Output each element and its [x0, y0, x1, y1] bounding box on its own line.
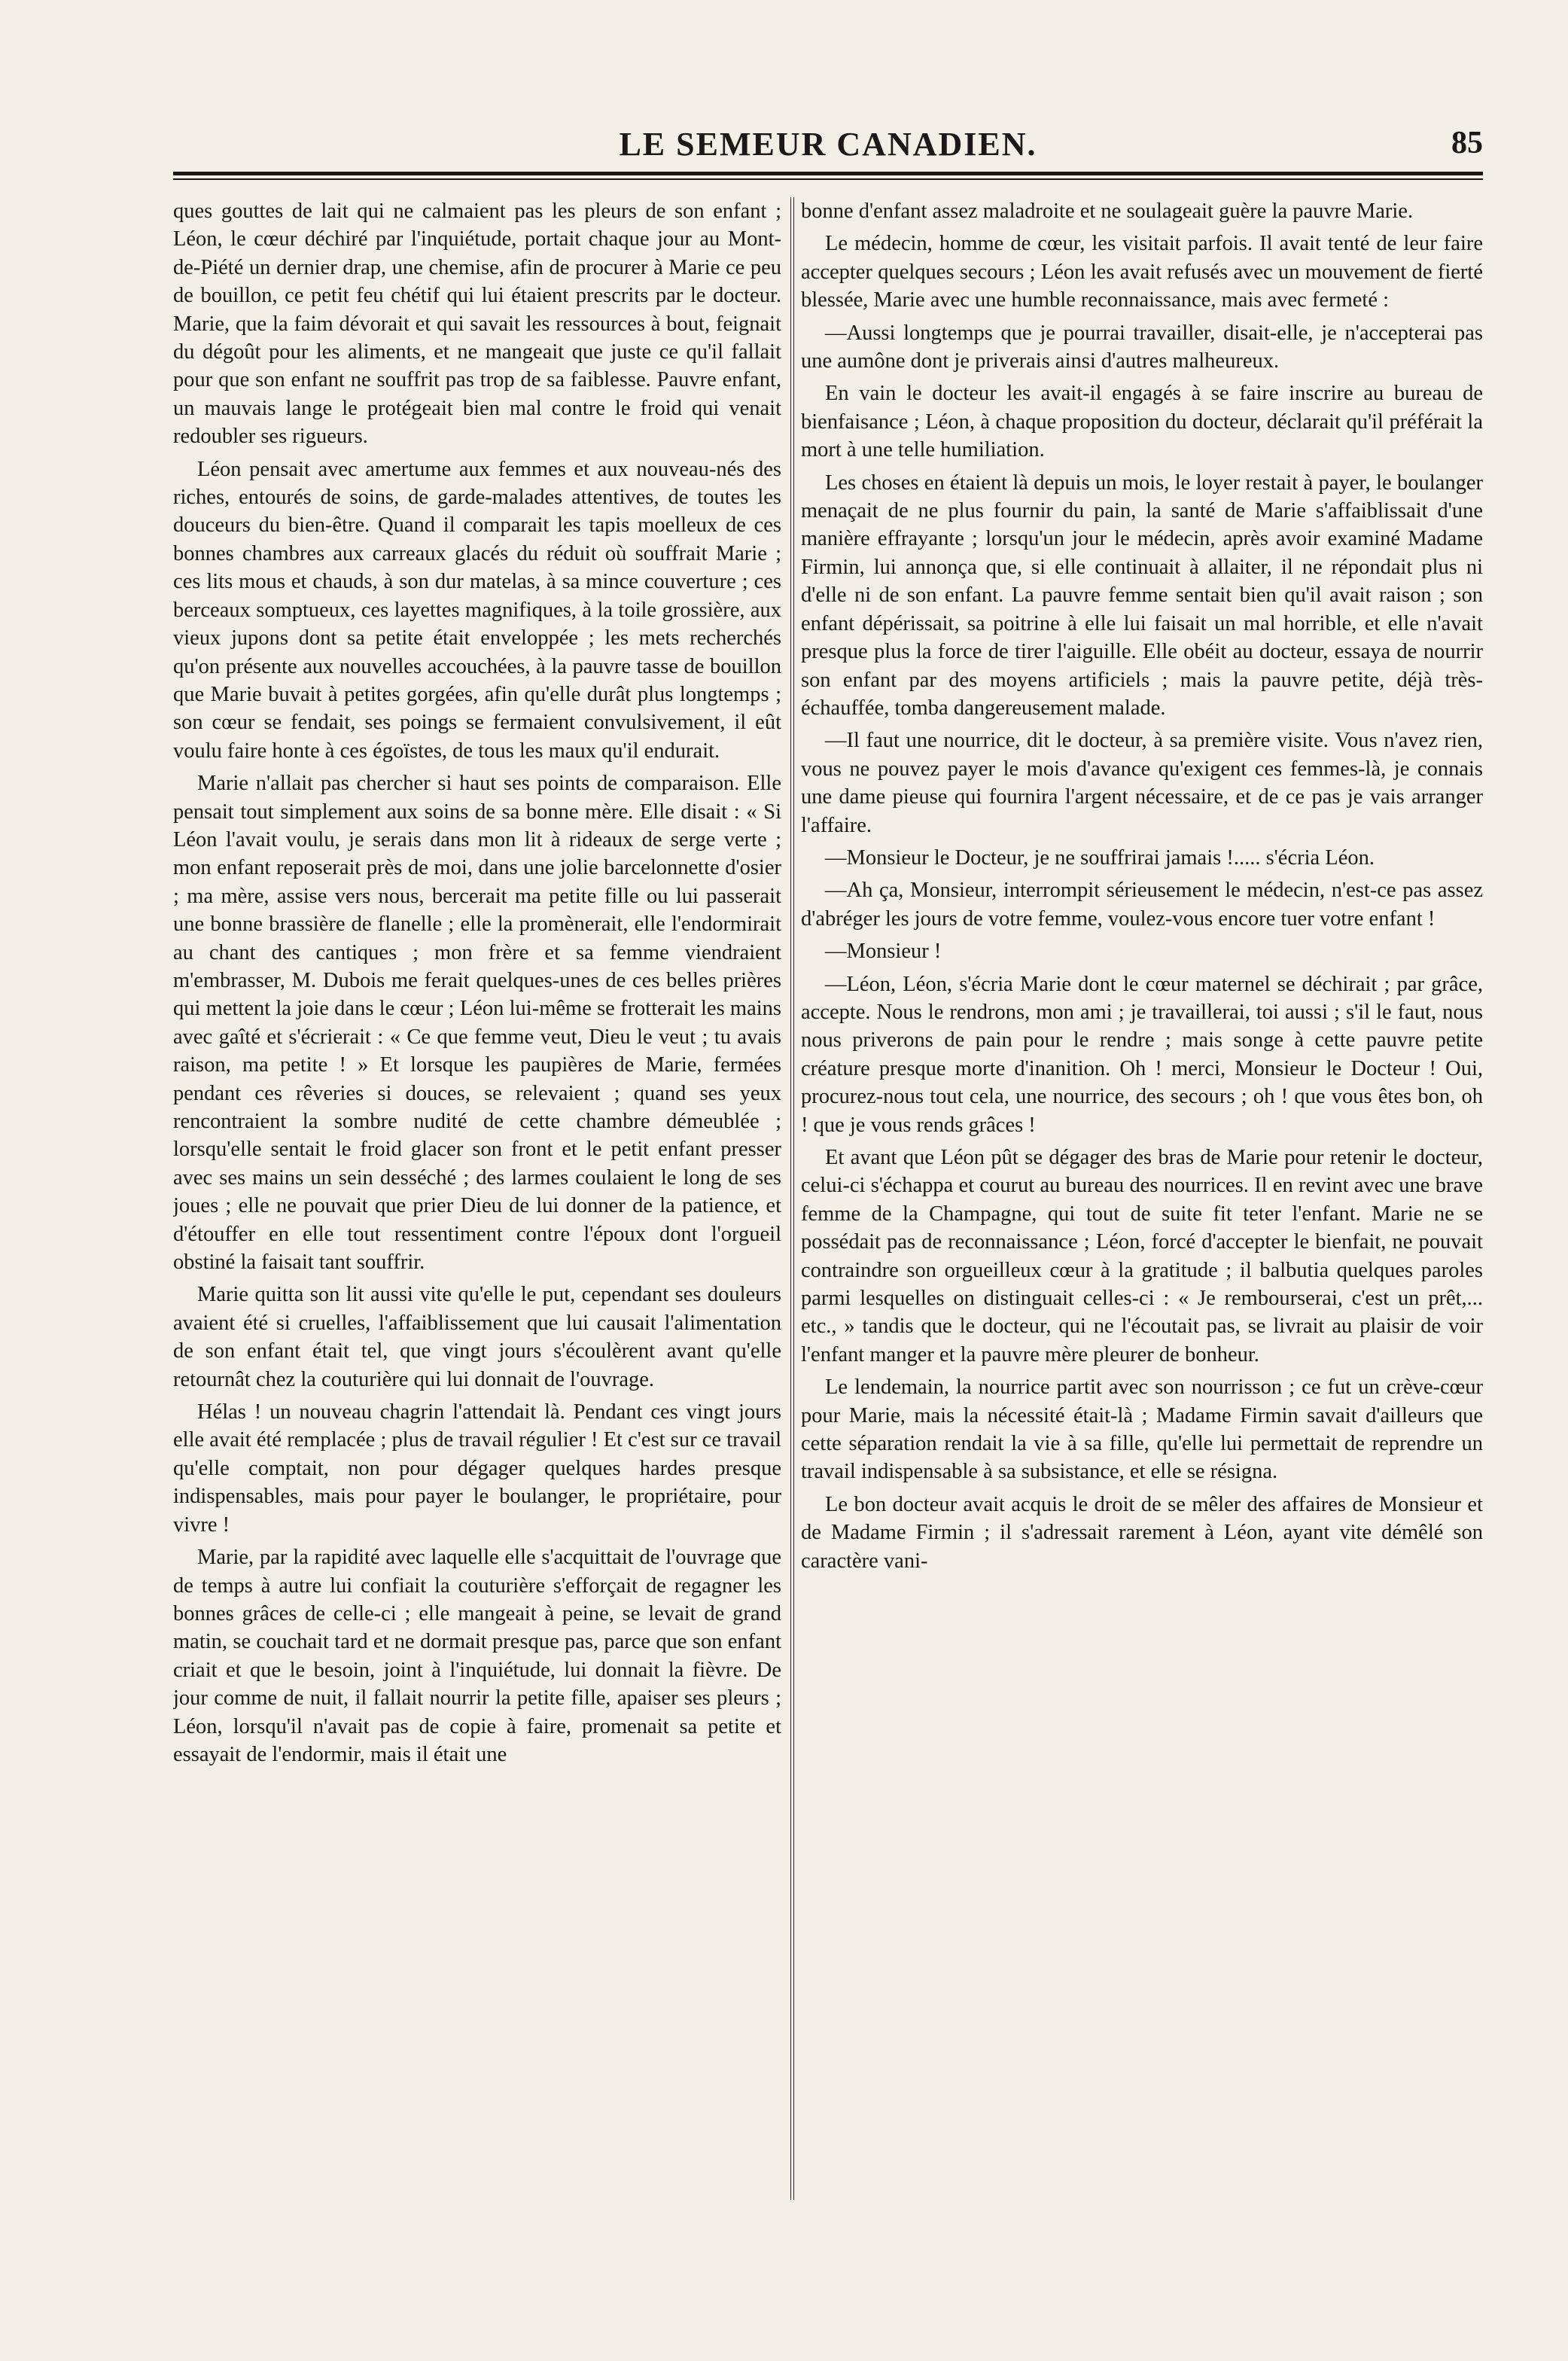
paragraph: bonne d'enfant assez maladroite et ne soulageait guère la pauvre Marie.	[801, 200, 1414, 223]
paragraph: ques gouttes de lait qui ne calmaient pas les pleurs de son enfant ; Léon, le cœur déchiré par l'inquiétude, portait chaque jour au Mont-de-Piété un dernier drap, une chemise, afin de procurer à Marie ce peu de bouillon, ce petit feu chétif qui lui étaient prescrits par le docteur. Marie, que la faim dévorait et qui savait les ressources à bout, feignait du dégoût pour les aliments, et ne mangeait que juste ce qu'il fallait pour que son enfant ne souffrit pas trop de sa faiblesse. Pauvre enfant, un mauvais lange le protégeait bien mal contre le froid qui venait redoubler ses rigueurs.	[173, 200, 781, 449]
paragraph: Et avant que Léon pût se dégager des bras de Marie pour retenir le docteur, celui-ci s'échappa et courut au bureau des nourrices. Il en revint avec une brave femme de la Champagne, qui tout de suite fit teter l'enfant. Marie ne se possédait pas de reconnaissance ; Léon, forcé d'accepter le bienfait, ne pouvait contraindre son orgueilleux cœur à la gratitude ; il balbutia quelques paroles parmi lesquelles on distinguait celles-ci : « Je rembourserai, c'est un prêt,... etc., » tandis que le docteur, qui ne l'écoutait pas, se livrait au plaisir de voir l'enfant manger et la pauvre mère pleurer de bonheur.	[801, 1146, 1483, 1366]
paragraph: En vain le docteur les avait-il engagés à se faire inscrire au bureau de bienfaisance ; Léon, à chaque proposition du docteur, déclarait qu'il préférait la mort à une telle humiliation.	[801, 382, 1483, 462]
journal-title: LE SEMEUR CANADIEN.	[619, 126, 1037, 163]
paragraph: —Il faut une nourrice, dit le docteur, à sa première visite. Vous n'avez rien, vous ne pouvez payer le mois d'avance qu'exigent ces femmes-là, je connais une dame pieuse qui fournira l'argent nécessaire, et de ce pas je vais arranger l'affaire.	[801, 729, 1483, 837]
paragraph: Marie n'allait pas chercher si haut ses points de comparaison. Elle pensait tout simplement aux soins de sa bonne mère. Elle disait : « Si Léon l'avait voulu, je serais dans mon lit à rideaux de serge verte ; mon enfant reposerait près de moi, dans une jolie barcelonnette d'osier ; ma mère, assise vers nous, bercerait ma petite fille ou lui passerait une bonne brassière de flanelle ; elle la promènerait, elle l'endormirait au chant des cantiques ; mon frère et sa femme viendraient m'embrasser, M. Dubois me ferait quelques-unes de ces belles prières qui mettent la joie dans le cœur ; Léon lui-même se frotterait les mains avec gaîté et s'écrierait : « Ce que femme veut, Dieu le veut ; tu avais raison, ma petite ! » Et lorsque les paupières de Marie, fermées pendant ces rêveries si douces, se relevaient ; quand ses yeux rencontraient la sombre nudité de cette chambre démeublée ; lorsqu'elle sentait le froid glacer son front et le petit enfant presser avec ses mains un sein desséché ; des larmes coulaient le long de ses joues ; elle ne pouvait que prier Dieu de lui donner de la patience, et d'étouffer en elle tout ressentiment contre l'époux dont l'orgueil obstiné la faisait tant souffrir.	[173, 772, 781, 1275]
column-divider	[790, 197, 794, 2200]
paragraph: Le bon docteur avait acquis le droit de se mêler des affaires de Monsieur et de Madame Firmin ; il s'adressait rarement à Léon, ayant vite démêlé son caractère vani-	[801, 1492, 1483, 1573]
paragraph: —Ah ça, Monsieur, interrompit sérieusement le médecin, n'est-ce pas assez d'abréger les jours de votre femme, voulez-vous encore tuer votre enfant !	[801, 879, 1483, 931]
paragraph: Le lendemain, la nourrice partit avec son nourrisson ; ce fut un crève-cœur pour Marie, mais la nécessité était-là ; Madame Firmin savait d'ailleurs que cette séparation rendait la vie à sa fille, qu'elle lui permettait de reprendre un travail indispensable à sa subsistance, et elle se résigna.	[801, 1375, 1483, 1484]
paragraph: Les choses en étaient là depuis un mois, le loyer restait à payer, le boulanger menaçait de ne plus fournir du pain, la santé de Marie s'affaiblissait d'une manière effrayante ; lorsqu'un jour le médecin, après avoir examiné Madame Firmin, lui annonça que, si elle continuait à allaiter, il ne répondait plus ni d'elle ni de son enfant. La pauvre femme sentait bien qu'il avait raison ; son enfant dépérissait, sa poitrine à elle lui faisait un mal horrible, et elle n'avait presque plus la force de tirer l'aiguille. Elle obéit au docteur, essaya de nourrir son enfant par des moyens artificiels ; mais la pauvre petite, déjà très-échauffée, tomba dangereusement malade.	[801, 471, 1483, 720]
header-rule-thick	[173, 172, 1483, 175]
paragraph: Hélas ! un nouveau chagrin l'attendait là. Pendant ces vingt jours elle avait été remplacée ; plus de travail régulier ! Et c'est sur ce travail qu'elle comptait, non pour dégager quelques hardes presque indispensables, mais pour payer le boulanger, le propriétaire, pour vivre !	[173, 1400, 781, 1537]
paragraph: Le médecin, homme de cœur, les visitait parfois. Il avait tenté de leur faire accepter quelques secours ; Léon les avait refusés avec un mouvement de fierté blessée, Marie avec une humble reconnaissance, mais avec fermeté :	[801, 232, 1483, 312]
paragraph: —Léon, Léon, s'écria Marie dont le cœur maternel se déchirait ; par grâce, accepte. Nous le rendrons, mon ami ; je travaillerai, toi aussi ; s'il le faut, nous nous priverons de pain pour le rendre ; mais songe à cette pauvre petite créature presque morte d'inanition. Oh ! merci, Monsieur le Docteur ! Oui, procurez-nous tout cela, une nourrice, des secours ; oh ! que vous êtes bon, oh ! que je vous rends grâces !	[801, 972, 1483, 1137]
paragraph: —Aussi longtemps que je pourrai travailler, disait-elle, je n'accepterai pas une aumône dont je priverais ainsi d'autres malheureux.	[801, 321, 1483, 373]
page-header	[173, 120, 1483, 167]
paragraph: Marie quitta son lit aussi vite qu'elle le put, cependant ses douleurs avaient été si cruelles, l'affaiblissement que lui causait l'alimentation de son enfant était tel, que vingt jours s'écoulèrent avant qu'elle retournât chez la couturière qui lui donnait de l'ouvrage.	[173, 1283, 781, 1391]
paragraph: —Monsieur !	[825, 940, 942, 964]
left-column	[173, 197, 781, 2200]
page-number: 85	[1451, 126, 1483, 160]
paragraph: Léon pensait avec amertume aux femmes et aux nouveau-nés des riches, entourés de soins, de garde-malades attentives, de toutes les douceurs du bien-être. Quand il comparait les tapis moelleux de ces bonnes chambres aux carreaux glacés du réduit où souffrait Marie ; ces lits mous et chauds, à son dur matelas, à sa mince couverture ; ces berceaux somptueux, ces layettes magnifiques, à la toile grossière, aux vieux jupons dont sa petite était enveloppée ; les mets recherchés qu'on présente aux nouvelles accouchées, à la pauvre tasse de bouillon que Marie buvait à petites gorgées, afin qu'elle durât plus longtemps ; son cœur se fendait, ses poings se fermaient convulsivement, il eût voulu faire honte à ces égoïstes, de tous les maux qu'il endurait.	[173, 457, 781, 763]
paragraph: Marie, par la rapidité avec laquelle elle s'acquittait de l'ouvrage que de temps à autre lui confiait la couturière s'efforçait de regagner les bonnes grâces de celle-ci ; elle mangeait à peine, se levait de grand matin, se couchait tard et ne dormait presque pas, parce que son enfant criait et que le besoin, joint à l'inquiétude, lui donnait la fièvre. De jour comme de nuit, il fallait nourrir la petite fille, apaiser ses pleurs ; Léon, lorsqu'il n'avait pas de copie à faire, promenait sa petite et essayait de l'endormir, mais il était une	[173, 1546, 781, 1766]
header-rule-thin	[173, 178, 1483, 180]
right-column	[801, 197, 1483, 2200]
paragraph: —Monsieur le Docteur, je ne souffrirai jamais !..... s'écria Léon.	[825, 845, 1375, 870]
